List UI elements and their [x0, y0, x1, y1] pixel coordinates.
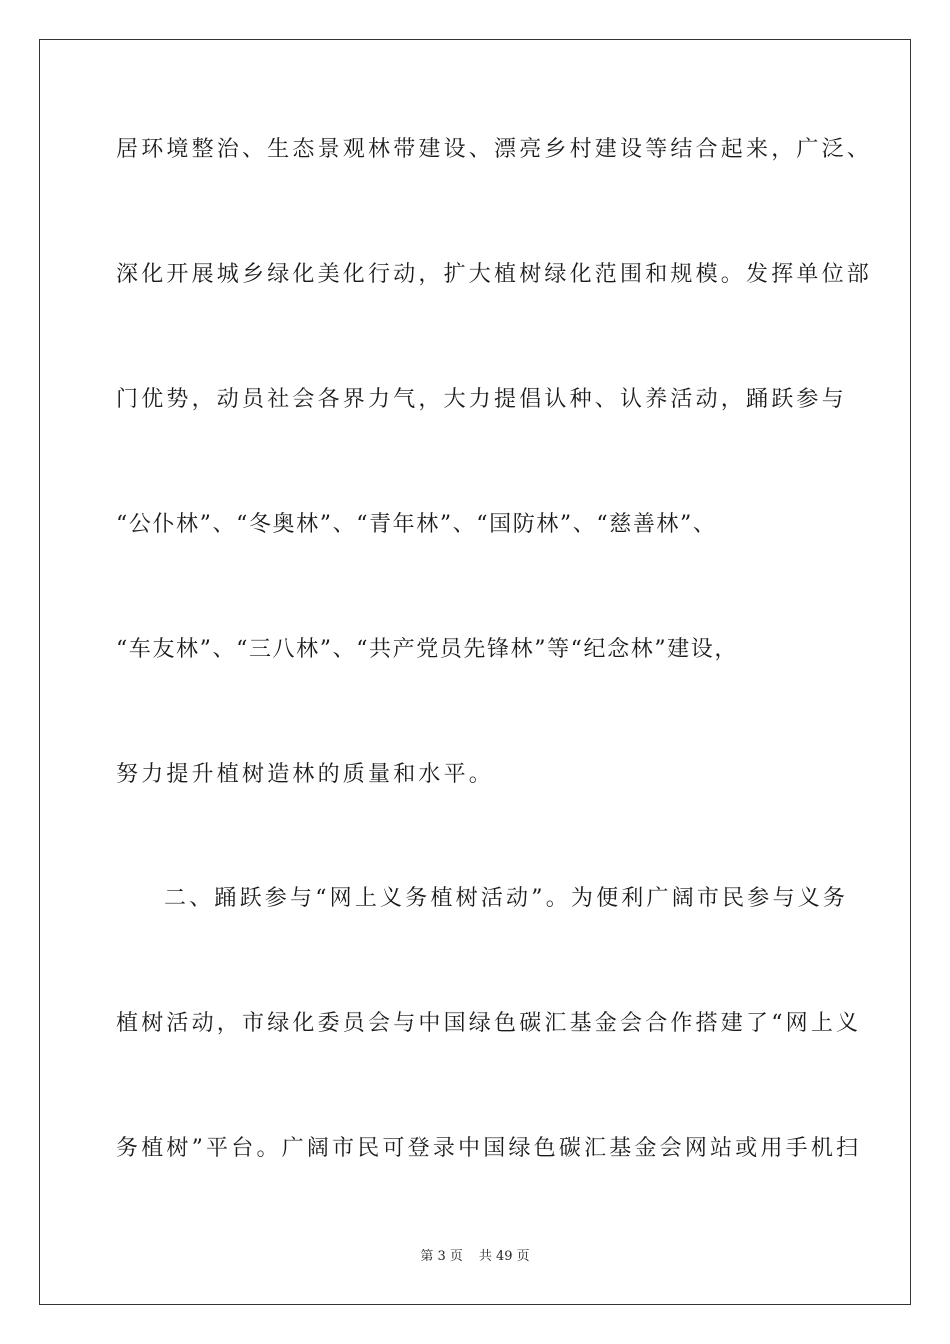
paragraph-2-line-3: 务植树”平台。广阔市民可登录中国绿色碳汇基金会网站或用手机扫 [116, 1136, 862, 1161]
text-line-3: 门优势，动员社会各界力气，大力提倡认种、认养活动，踊跃参与 [116, 387, 847, 412]
text-line-4: “公仆林”、“冬奥林”、“青年林”、“国防林”、“慈善林”、 [116, 512, 717, 537]
text-line-6: 努力提升植树造林的质量和水平。 [116, 762, 495, 787]
text-line-5: “车友林”、“三八林”、“共产党员先锋林”等“纪念林”建设， [116, 637, 738, 662]
page-number: 第 3 页 [420, 1249, 463, 1264]
paragraph-2-line-2: 植树活动，市绿化委员会与中国绿色碳汇基金会合作搭建了“网上义 [116, 1011, 862, 1036]
text-line-1: 居环境整治、生态景观林带建设、漂亮乡村建设等结合起来，广泛、 [116, 137, 873, 162]
page-footer [0, 1248, 950, 1266]
page-total: 共 49 页 [478, 1249, 530, 1264]
page-border [39, 39, 911, 1305]
paragraph-2-line-1: 二、踊跃参与“网上义务植树活动”。为便利广阔市民参与义务 [164, 886, 849, 911]
text-line-2: 深化开展城乡绿化美化行动，扩大植树绿化范围和规模。发挥单位部 [116, 262, 873, 287]
